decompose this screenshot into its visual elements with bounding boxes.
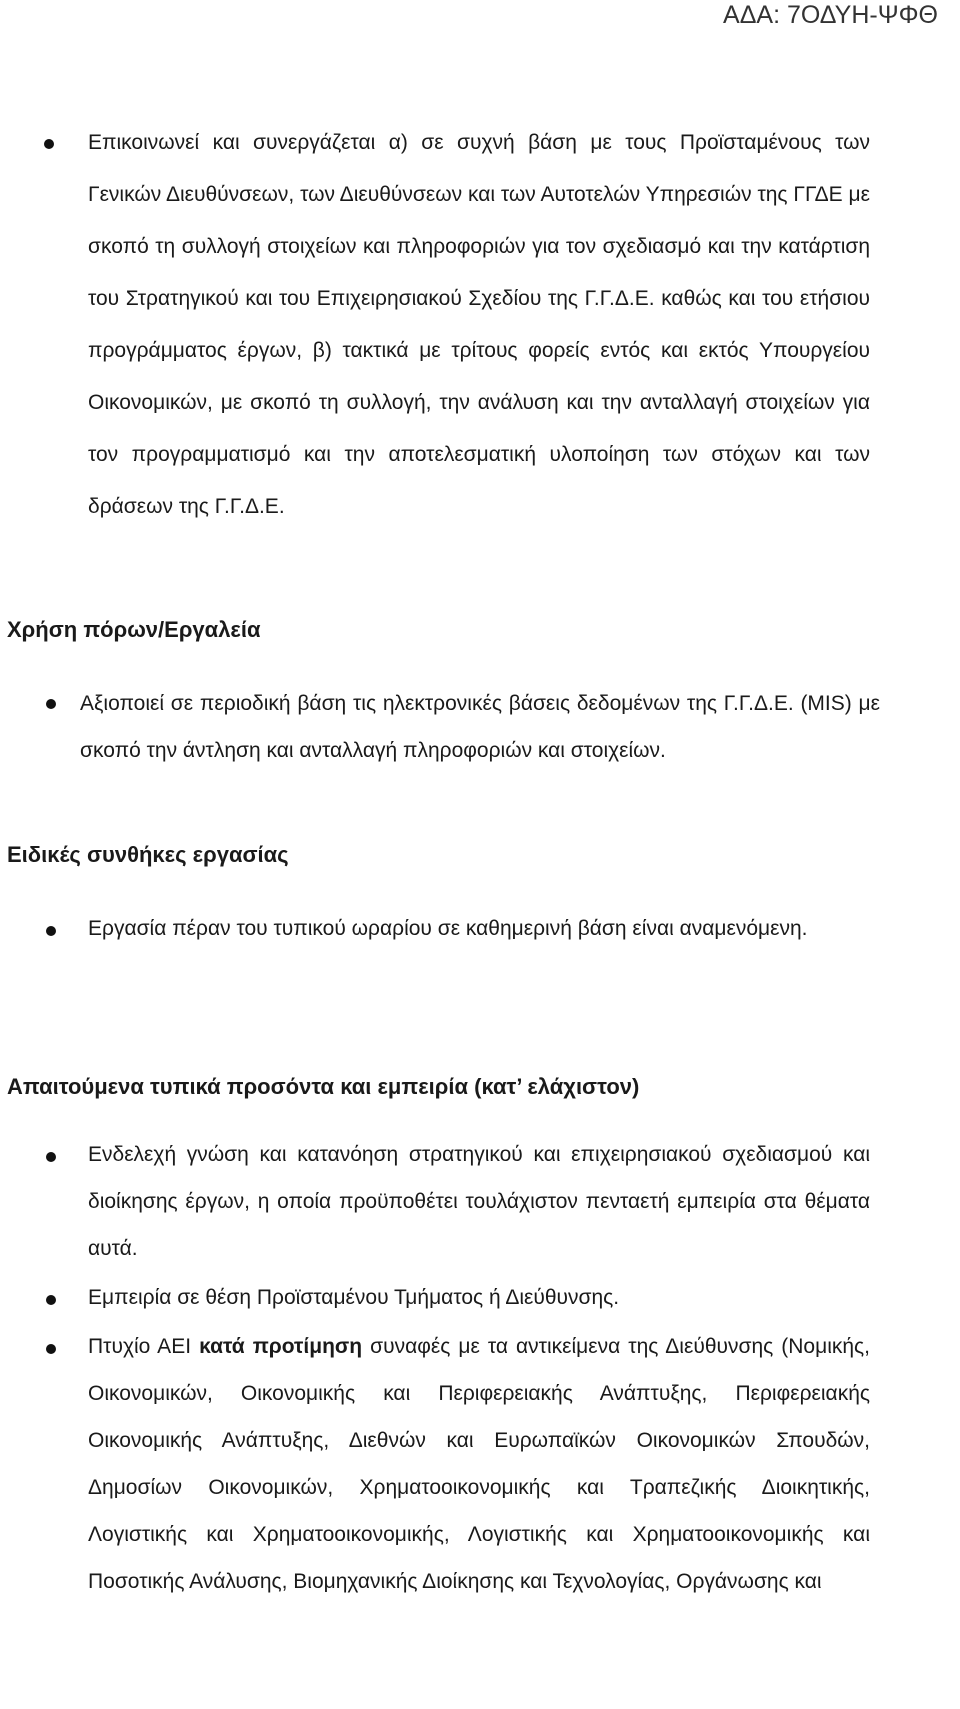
duties-list-block	[0, 117, 960, 533]
resources-list	[0, 680, 960, 774]
conditions-list-block	[0, 905, 960, 952]
list-item-text: Εργασία πέραν του τυπικού ωραρίου σε καθημερινή βάση είναι αναμενόμενη.	[88, 917, 808, 940]
list-item-text: Επικοινωνεί και συνεργάζεται α) σε συχνή βάση με τους Προϊσταμένους των Γενικών Διευθύνσεων, των Διευθύνσεων και των Αυτοτελών Υπηρεσιών της ΓΓΔΕ με σκοπό τη συλλογή στοιχείων και πληροφοριών για τον σχεδιασμό και την κατάρτιση του Στρατηγικού και του Επιχειρησιακού Σχεδίου της Γ.Γ.Δ.Ε. καθώς και του ετήσιου προγράμματος έργων, β) τακτικά με τρίτους φορείς εντός και εκτός Υπουργείου Οικονομικών, με σκοπό τη συλλογή, την ανάλυση και την ανταλλαγή στοιχείων για τον προγραμματισμό και την αποτελεσματική υλοποίηση των στόχων και των δράσεων της Γ.Γ.Δ.Ε.	[88, 131, 870, 518]
list-item-text: Εμπειρία σε θέση Προϊσταμένου Τμήματος ή Διεύθυνσης.	[88, 1286, 620, 1309]
list-item-text: Ενδελεχή γνώση και κατανόηση στρατηγικού και επιχειρησιακού σχεδιασμού και διοίκησης έργων, η οποία προϋποθέτει τουλάχιστον πενταετή εμπειρία στα θέματα αυτά.	[88, 1143, 870, 1260]
list-item	[0, 1274, 870, 1321]
degree-preference-emphasis: κατά προτίμηση	[199, 1335, 363, 1358]
conditions-list	[0, 905, 960, 952]
duties-list	[0, 117, 960, 533]
list-item	[0, 117, 870, 533]
list-item	[0, 905, 870, 952]
section-heading-requirements: Απαιτούμενα τυπικά προσόντα και εμπειρία (κατ’ ελάχιστον)	[7, 1074, 640, 1099]
resources-list-block	[0, 680, 960, 774]
list-item-text: Αξιοποιεί σε περιοδική βάση τις ηλεκτρονικές βάσεις δεδομένων της Γ.Γ.Δ.Ε. (MIS) με σκοπό την άντληση και ανταλλαγή πληροφοριών και στοιχείων.	[80, 692, 880, 762]
section-heading-conditions: Ειδικές συνθήκες εργασίας	[7, 842, 289, 867]
section-heading-resources: Χρήση πόρων/Εργαλεία	[7, 617, 261, 642]
list-item	[0, 680, 880, 774]
degree-prefix: Πτυχίο ΑΕΙ	[88, 1335, 200, 1358]
degree-fields: συναφές με τα αντικείμενα της Διεύθυνσης (Νομικής, Οικονομικών, Οικονομικής και Περιφερειακής Ανάπτυξης, Περιφερειακής Οικονομικής Ανάπτυξης, Διεθνών και Ευρωπαϊκών Οικονομικών Σπουδών, Δημοσίων Οικονομικών, Χρηματοοικονομικής και Τραπεζικής Διοικητικής, Λογιστικής και Χρηματοοικονομικής, Λογιστικής και Χρηματοοικονομικής και Ποσοτικής Ανάλυσης, Βιομηχανικής Διοίκησης και Τεχνολογίας, Οργάνωσης και	[88, 1335, 871, 1593]
list-item-text	[88, 1323, 870, 1605]
bullet-icon	[46, 1344, 56, 1354]
bullet-icon	[46, 926, 56, 936]
bullet-icon	[46, 1295, 56, 1305]
bullet-icon	[46, 699, 56, 709]
bullet-icon	[44, 139, 54, 149]
document-id-code: ΑΔΑ: 7ΟΔΥΗ-ΨΦΘ	[723, 1, 938, 29]
requirements-list	[0, 1131, 960, 1605]
bullet-icon	[46, 1152, 56, 1162]
requirements-list-block	[0, 1131, 960, 1605]
list-item	[0, 1323, 870, 1605]
list-item	[0, 1131, 870, 1272]
